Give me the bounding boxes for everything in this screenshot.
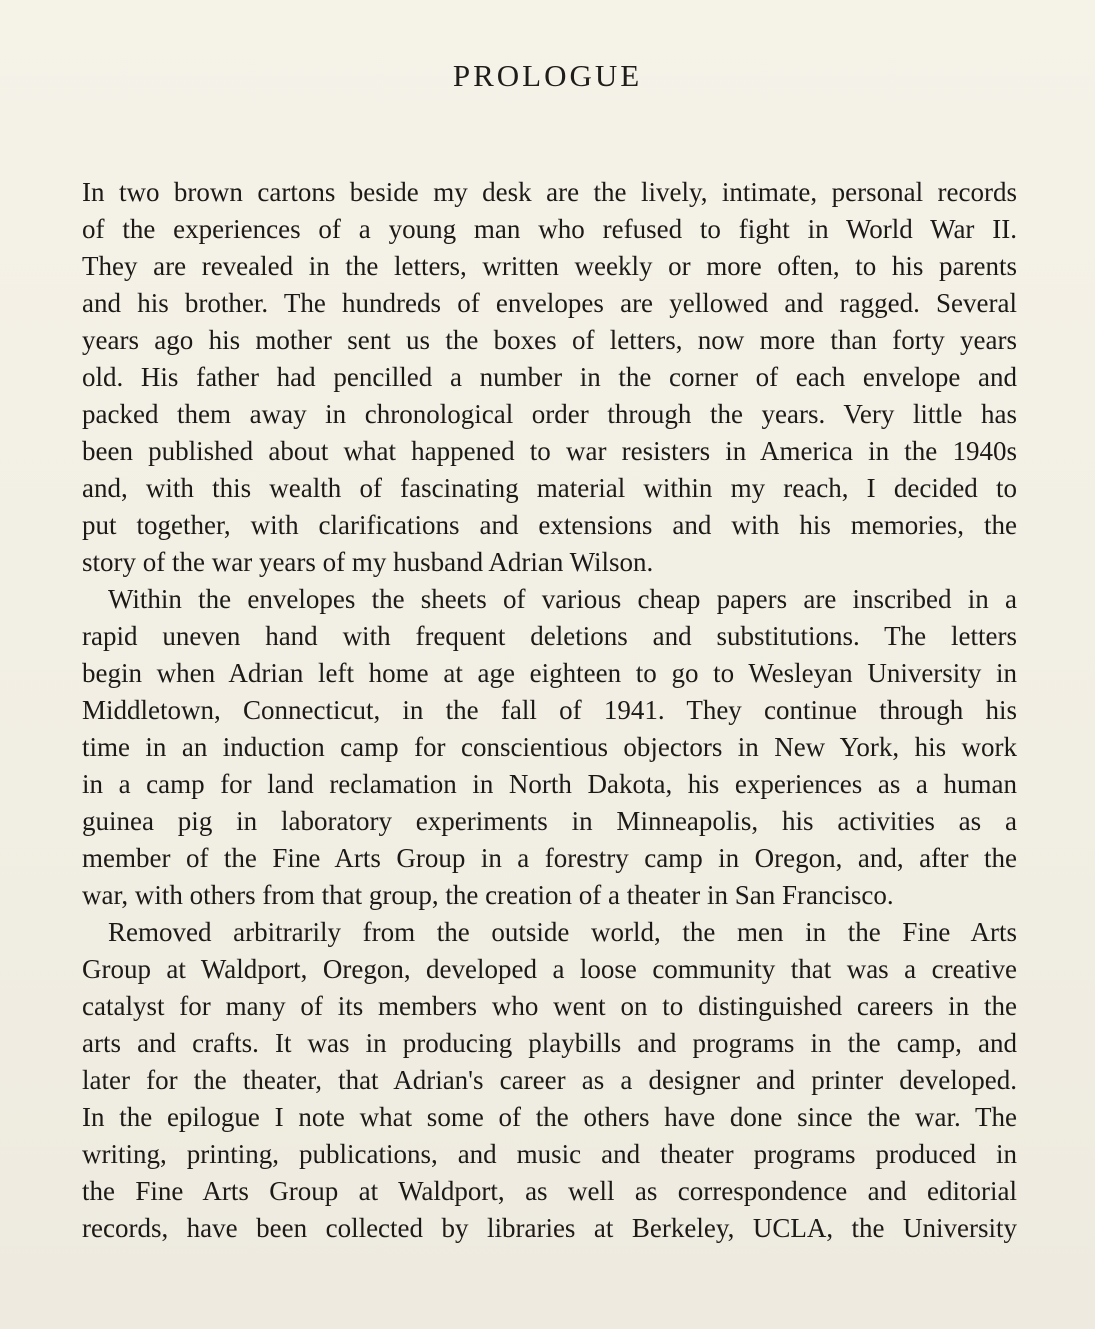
- text-line: story of the war years of my husband Adrian Wilson.: [82, 547, 654, 577]
- text-line: old. His father had pencilled a number in the corner of each envelope and: [82, 362, 1017, 392]
- text-line: been published about what happened to war resisters in America in the 1940s: [82, 436, 1017, 466]
- text-line: time in an induction camp for conscientious objectors in New York, his work: [82, 732, 1017, 762]
- text-line: member of the Fine Arts Group in a forestry camp in Oregon, and, after the: [82, 843, 1017, 873]
- text-line: catalyst for many of its members who went on to distinguished careers in the: [82, 991, 1017, 1021]
- text-line: rapid uneven hand with frequent deletions and substitutions. The letters: [82, 621, 1017, 651]
- text-line: the Fine Arts Group at Waldport, as well as correspondence and editorial: [82, 1176, 1017, 1206]
- text-line: Middletown, Connecticut, in the fall of 1941. They continue through his: [82, 695, 1017, 725]
- paragraph: [82, 581, 1017, 914]
- text-line: arts and crafts. It was in producing playbills and programs in the camp, and: [82, 1028, 1017, 1058]
- prologue-body: [82, 174, 1017, 1247]
- text-line: records, have been collected by libraries at Berkeley, UCLA, the University: [82, 1213, 1017, 1243]
- text-line: begin when Adrian left home at age eighteen to go to Wesleyan University in: [82, 658, 1017, 688]
- text-line: and his brother. The hundreds of envelopes are yellowed and ragged. Several: [82, 288, 1017, 318]
- text-line: war, with others from that group, the creation of a theater in San Francisco.: [82, 880, 894, 910]
- text-line: Removed arbitrarily from the outside world, the men in the Fine Arts: [108, 917, 1017, 947]
- text-line: and, with this wealth of fascinating material within my reach, I decided to: [82, 473, 1017, 503]
- text-line: In the epilogue I note what some of the others have done since the war. The: [82, 1102, 1017, 1132]
- text-line: packed them away in chronological order through the years. Very little has: [82, 399, 1017, 429]
- paragraph: [82, 914, 1017, 1247]
- text-line: They are revealed in the letters, written weekly or more often, to his parents: [82, 251, 1017, 281]
- text-line: guinea pig in laboratory experiments in Minneapolis, his activities as a: [82, 806, 1017, 836]
- text-line: put together, with clarifications and extensions and with his memories, the: [82, 510, 1017, 540]
- text-line: writing, printing, publications, and music and theater programs produced in: [82, 1139, 1017, 1169]
- text-line: of the experiences of a young man who refused to fight in World War II.: [82, 214, 1017, 244]
- text-line: later for the theater, that Adrian's career as a designer and printer developed.: [82, 1065, 1017, 1095]
- text-line: Group at Waldport, Oregon, developed a loose community that was a creative: [82, 954, 1017, 984]
- text-line: years ago his mother sent us the boxes of letters, now more than forty years: [82, 325, 1017, 355]
- text-line: Within the envelopes the sheets of various cheap papers are inscribed in a: [108, 584, 1017, 614]
- paragraph: [82, 174, 1017, 581]
- chapter-title: PROLOGUE: [452, 58, 643, 93]
- text-line: in a camp for land reclamation in North Dakota, his experiences as a human: [82, 769, 1017, 799]
- text-line: In two brown cartons beside my desk are the lively, intimate, personal records: [82, 177, 1017, 207]
